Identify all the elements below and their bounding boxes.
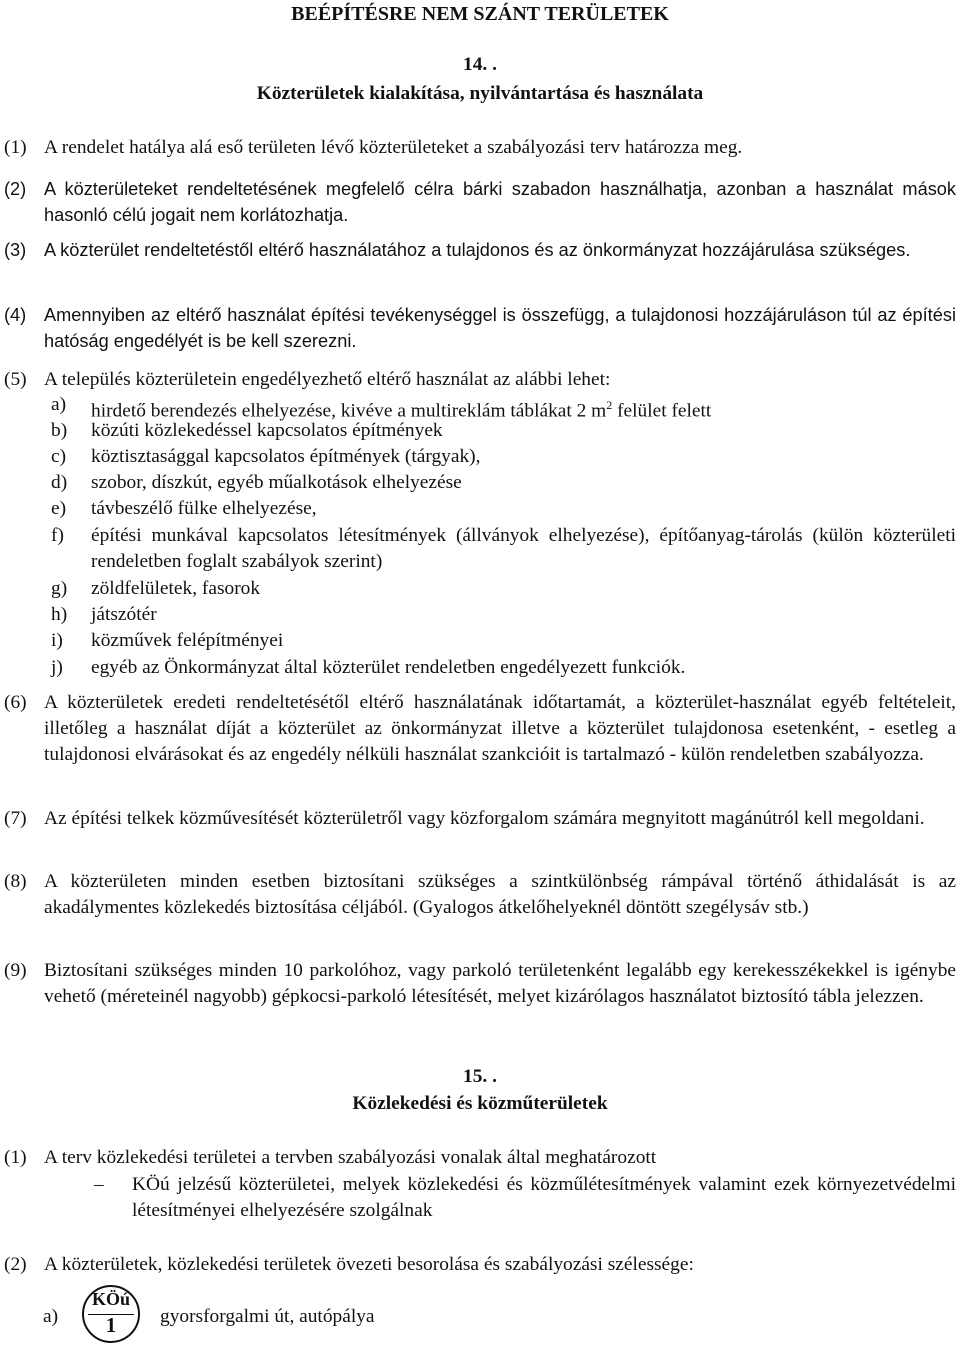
list-text: gyorsforgalmi út, autópálya bbox=[160, 1306, 375, 1327]
paragraph-text: A közterület rendeltetéstől eltérő használatához a tulajdonos és az önkormányzat hozzájárulása szükséges. bbox=[44, 240, 911, 260]
list-letter: d) bbox=[51, 472, 68, 493]
list-text: távbeszélő fülke elhelyezése, bbox=[91, 498, 317, 519]
paragraph-number: (6) bbox=[4, 692, 27, 713]
paragraph-number: (7) bbox=[4, 808, 27, 829]
list-letter: e) bbox=[51, 498, 67, 519]
paragraph-text: A közterületen minden esetben biztosítani szükséges a szintkülönbség rámpával történő áthidalását is az akadálymentes közlekedés biztosítása céljából. (Gyalogos átkelőhelyeknél döntött szegélysáv stb.) bbox=[44, 871, 956, 918]
list-letter: j) bbox=[51, 657, 63, 678]
paragraph-text: Amennyiben az eltérő használat építési tevékenységgel is összefügg, a tulajdonosi hozzájáruláson túl az építési hatóság engedélyét is be kell szerezni. bbox=[44, 305, 956, 351]
section-15-number: 15. . bbox=[463, 1066, 497, 1087]
paragraph-number: (3) bbox=[4, 240, 27, 260]
paragraph-number: (8) bbox=[4, 871, 27, 892]
paragraph-text: A közterületeket rendeltetésének megfelelő célra bárki szabadon használhatja, azonban a használat mások hasonló célú jogait nem korlátozhatja. bbox=[44, 179, 956, 225]
paragraph-text: Biztosítani szükséges minden 10 parkolóhoz, vagy parkoló területenként legalább egy kerekesszékekkel is igénybe vehető (méreteinél nagyobb) gépkocsi-parkoló létesítését, melyet kizárólagos használatot biztosító tábla jelezzen. bbox=[44, 960, 956, 1007]
paragraph-text: A rendelet hatálya alá eső területen lévő közterületeket a szabályozási terv határozza meg. bbox=[44, 137, 743, 158]
paragraph-text: Az építési telkek közművesítését közterületről vagy közforgalom számára megnyitott magánútról kell megoldani. bbox=[44, 808, 925, 829]
paragraph-number: (1) bbox=[4, 137, 27, 158]
section-14-number: 14. . bbox=[463, 54, 497, 75]
dash-text: KÖú jelzésű közterületei, melyek közlekedési és közműlétesítmények valamint ezek környezetvédelmi létesítményei elhelyezésére szolgálnak bbox=[132, 1174, 956, 1221]
paragraph-text: A közterületek eredeti rendeltetésétől eltérő használatának időtartamát, a közterület-használat egyéb feltételeit, illetőleg a használat díját a közterület az önkormányzat illetve a közterület tulajdonosa esetenként, - esetleg a tulajdonosi elvárásokat és az engedély nélküli használat szankcióit is tartalmazó - külön rendeletben szabályozza. bbox=[44, 692, 956, 765]
paragraph-number: (9) bbox=[4, 960, 27, 981]
badge-number: 1 bbox=[105, 1313, 117, 1337]
list-letter: c) bbox=[51, 446, 67, 467]
list-letter: f) bbox=[51, 525, 64, 546]
paragraph-number: (2) bbox=[4, 1254, 27, 1275]
list-text: építési munkával kapcsolatos létesítmények (állványok elhelyezése), építőanyag-tárolás (külön közterületi rendeletben foglalt szabályok szerint) bbox=[91, 525, 956, 572]
list-letter: i) bbox=[51, 630, 63, 651]
list-text: közúti közlekedéssel kapcsolatos építmények bbox=[91, 420, 443, 441]
paragraph-text: A település közterületein engedélyezhető eltérő használat az alábbi lehet: bbox=[44, 369, 611, 390]
section-14-title: Közterületek kialakítása, nyilvántartása és használata bbox=[256, 83, 704, 104]
superscript: 2 bbox=[606, 398, 613, 412]
list-letter: a) bbox=[43, 1306, 59, 1327]
paragraph-text: A terv közlekedési területei a tervben szabályozási vonalak által meghatározott bbox=[44, 1147, 657, 1168]
paragraph-number: (5) bbox=[4, 369, 27, 390]
list-letter: b) bbox=[51, 420, 68, 441]
dash-bullet: – bbox=[94, 1174, 104, 1195]
road-class-badge-icon bbox=[82, 1285, 140, 1343]
section-15-title: Közlekedési és közműterületek bbox=[352, 1093, 608, 1114]
list-letter: g) bbox=[51, 578, 68, 599]
page-heading: BEÉPÍTÉSRE NEM SZÁNT TERÜLETEK bbox=[291, 3, 669, 25]
list-text-tail: felület felett bbox=[612, 400, 712, 422]
paragraph-text: A közterületek, közlekedési területek övezeti besorolása és szabályozási szélessége: bbox=[44, 1254, 694, 1275]
list-letter: a) bbox=[51, 394, 67, 415]
paragraph-number: (1) bbox=[4, 1147, 27, 1168]
list-text: szobor, díszkút, egyéb műalkotások elhelyezése bbox=[91, 472, 462, 493]
list-text: zöldfelületek, fasorok bbox=[91, 578, 261, 599]
paragraph-number: (2) bbox=[4, 179, 27, 199]
list-letter: h) bbox=[51, 604, 68, 625]
list-text: köztisztasággal kapcsolatos építmények (tárgyak), bbox=[91, 446, 481, 467]
list-text: közművek felépítményei bbox=[91, 630, 284, 651]
paragraph-number: (4) bbox=[4, 305, 27, 325]
list-text: játszótér bbox=[91, 604, 157, 625]
list-text: egyéb az Önkormányzat által közterület rendeletben engedélyezett funkciók. bbox=[91, 657, 686, 678]
badge-label: KÖú bbox=[91, 1289, 130, 1309]
list-text-main: hirdető berendezés elhelyezése, kivéve a multireklám táblákat 2 m bbox=[91, 400, 607, 422]
